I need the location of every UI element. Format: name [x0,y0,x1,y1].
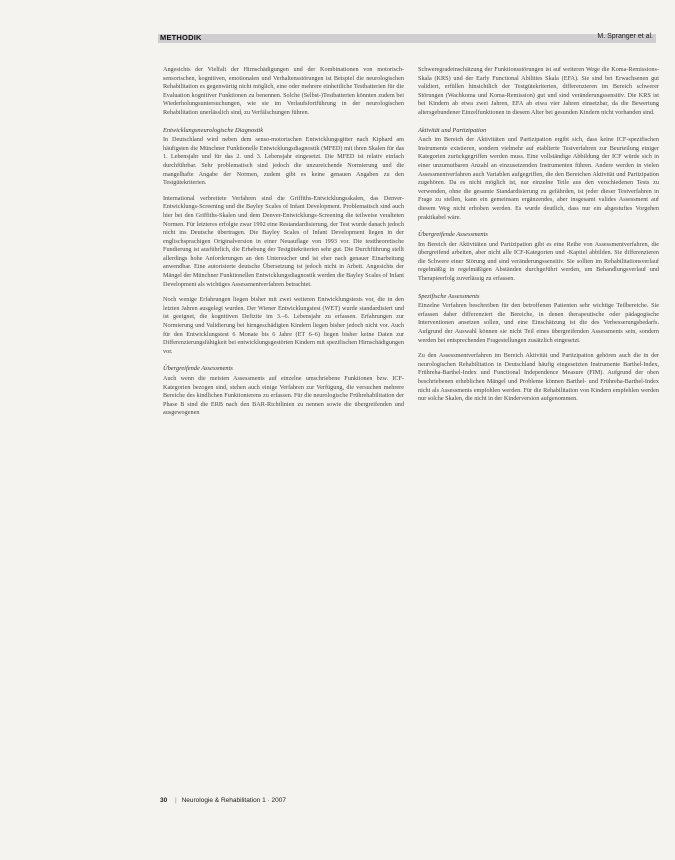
page-footer [160,797,286,804]
paragraph: Zu den Assessmentverfahren im Bereich Aktivität und Partizipation gehören auch die in der neurologischen Rehabilitation in Deutschland häufig eingesetzten Instrumente Barthel-Index, Frühreha-Barthel-Index und Functional Independence Measure (FIM). Aufgrund der oben beschriebenen erheblichen Mängel und Probleme können Barthel- und Frühreha-Barthel-Index nicht als Assessments empfohlen werden. Für die Rehabilitation von Kindern empfehlen werden nur solche Skalen, die nicht in der Kinderversion aufgenommen. [418,352,659,403]
right-column [418,66,659,566]
journal-issue: 1 · 2007 [262,797,287,804]
paragraph: Im Bereich der Aktivitäten und Partizipation gibt es eine Reihe von Assessmentverfahren, die übergreifend arbeiten, aber nicht alle ICF-Kategorien und -Kapitel abbilden. Sie differenzieren die Schwere einer Störung und sind veränderungssensitiv. Sie sollten im Rehabilitationsverlauf regelmäßig in regelmäßigen Abständen durchgeführt werden, um Behandlungsverlauf und Therapieerfolg zuverlässig zu erfassen. [418,240,659,283]
footer-separator: | [175,797,177,804]
subheading: Aktivität und Partizipation [418,126,487,134]
header-bar [158,34,656,43]
paragraph: Einzelne Verfahren beschreiben für den betroffenen Patienten sehr wichtige Teilbereiche. Sie erfassen daher differenziert die Bereiche, in denen therapeutische oder pädagogische Interventionen ansetzen sollen, und eine Einschätzung ist die des Verbesserungsbedarfs. Aufgrund der Auswahl können sie nicht Teil eines übergreifenden Assessments sein, sondern werden bei entsprechenden Fragestellungen zusätzlich eingesetzt. [418,302,659,344]
subheading: Spezifische Assessments [418,292,480,300]
subheading: Übergreifende Assessments [163,365,233,373]
paragraph: International verbreitete Verfahren sind die Griffiths-Entwicklungsskalen, das Denver-Entwicklungs-Screening und die Bayley Scales of Infant Development. Problematisch sind auch hier bei den Griffiths-Skalen und dem Denver-Entwicklungs-Screening die teilweise veralteten Normen. Für letzteres erfolgte zwar 1992 eine Restandardisierung, der Test wurde danach jedoch nicht ins Deutsche übertragen. Die Bayley Scales of Infant Development liegen in der englischsprachigen Originalversion in einer Neuauflage von 1993 vor. Die testtheoretische Fundierung ist ausführlich, die Erhebung der Testgütekriterien sehr gut. Die Durchführung stellt allerdings hohe Anforderungen an den Untersucher und ist eher nach genauer Einarbeitung anwendbar. Eine autorisierte deutsche Übersetzung ist jedoch nicht in Arbeit. Angesichts der Mängel der Münchner Funktionellen Entwicklungsdiagnostik werden die Bayley Scales of Infant Development als wichtiges Assessmentverfahren betrachtet. [163,194,404,288]
paragraph: In Deutschland wird neben dem senso-motorischen Entwicklungsgitter nach Kiphard am häufigsten die Münchner Funktionelle Entwicklungsdiagnostik (MFED) mit ihren Skalen für das 1. Lebensjahr und für das 2. und 3. Lebensjahr eingesetzt. Die MFED ist relativ einfach durchführbar. Sehr problematisch sind jedoch die unzureichende Normierung und die mangelhafte Angabe der Normen, zudem gibt es keine genauen Angaben zu den Testgütekriterien. [163,136,404,187]
author-label: M. Spranger et al. [597,33,653,40]
journal-name: Neurologie & Rehabilitation [181,797,261,804]
page-number: 30 [160,797,168,804]
subheading: Entwicklungsneurologische Diagnostik [163,126,264,134]
left-column [163,66,404,832]
paragraph: Angesichts der Vielfalt der Hirnschädigungen und der Kombinationen von motorisch-sensorischen, kognitiven, emotionalen und Verhaltensstörungen ist Beispiel die neurologischen Rehabilitation es gegenwärtig nicht möglich, eine oder mehrere einheitliche Testbatterien für die Evaluation kognitiver Funktionen zu benennen. Solche (Selbst-)Testbatterien könnten zudem bei Wiederholungsuntersuchungen, wie sie im Verlaufsfortführung in der neurologischen Rehabilitation unerlässlich sind, zu Verfälschungen führen. [163,66,404,116]
paragraph: Noch wenige Erfahrungen liegen bisher mit zwei weiteren Entwicklungstests vor, die in den letzten Jahren ausgelegt wurden. Der Wiener Entwicklungstest (WET) wurde standardisiert und ist geeignet, die kognitiven Defizite im 3.–6. Lebensjahr zu erfassen. Erfahrungen zur Normierung und Validierung bei hirngeschädigten Kindern liegen bisher jedoch nicht vor. Auch für den Entwicklungstest 6 Monate bis 6 Jahre (ET 6–6) liegen bisher keine Daten zur Differenzierungsfähigkeit bei entwicklungsgestörten Kindern mit spezifischen Hirnschädigungen vor. [163,296,404,355]
subheading: Übergreifende Assessments [418,231,488,239]
paragraph: Schweregradeinschätzung der Funktionsstörungen ist auf weiteren Wege die Koma-Remissions-Skala (KRS) und der Early Functional Abilities Skala (EFA). Sie sind bei Erwachsenen gut validiert, erfüllen hinsichtlich der Testgütekriterien, differenzieren im Bereich schwerer Störungen (Wachkoma und Koma-Remission) gut und sind veränderungssensitiv. Die KRS ist bei Kindern ab etwa zwei Jahren, EFA ab etwa vier Jahren einsetzbar, da die Bewertung altersgebundener Einzelfunktionen in diesem Alter bei gesunden Kindern nicht vorhanden sind. [418,66,659,116]
section-label: METHODIK [160,33,202,42]
paragraph: Auch im Bereich der Aktivitäten und Partizipation ergibt sich, dass keine ICF-spezifischen Instrumente existieren, sondern vielmehr auf etablierte Testverfahren zur Beurteilung einiger Kategorien zurückgegriffen werden muss. Eine vollständige Abbildung der ICF würde sich in einer unzumutbaren Anzahl an einzusetzenden Instrumenten führen. Andere werden in vielen Assessmentverfahren auch Variablen aufgegriffen, die den Bereichen Aktivität und Partizipation zugehören. Da es nicht möglich ist, nur einzelne Teile aus den verschiedenen Tests zu verwenden, ohne die gesamte Standardisierung zu gefährden, ist jeder dieser Testverfahren in Frage zu stellen, kann ein gemeinsam ergänzendes, aber insgesamt valides Assessment auf diesem Weg nicht erhoben werden. Es wurde deutlich, dass nur ein abgestuftes Vorgehen praktikabel wäre. [418,136,659,221]
paragraph: Auch wenn die meisten Assessments auf einzelne umschriebene Funktionen bzw. ICF-Kategorien bezogen sind, stehen auch einige Verfahren zur Verfügung, die versuchen mehrere Bereiche des kindlichen Funktionierens zu erfassen. Für die neurologische Frührehabilitation der Phase B sind die ERB nach den BAR-Richtlinien zu nennen sowie die übergreifenden und ausgewogenen [163,375,404,417]
